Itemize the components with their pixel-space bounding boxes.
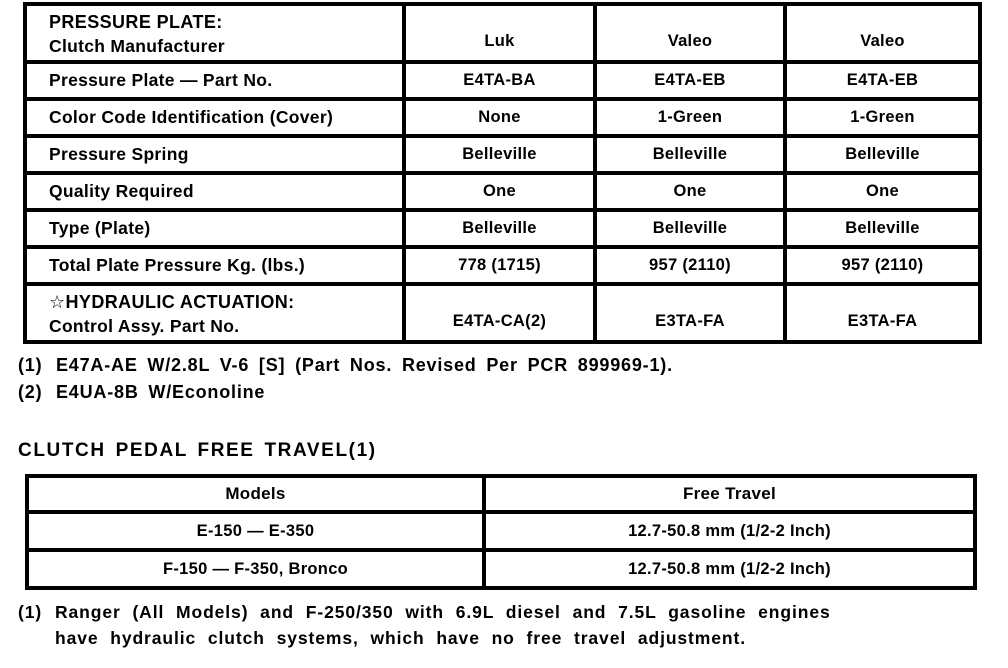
footnote [18,599,1003,625]
footnote-text: E4UA-8B W/Econoline [56,382,266,402]
spec-value-cell: One [595,173,785,210]
spec-label-cell: Color Code Identification (Cover) [25,99,404,136]
spec-label-cell: Type (Plate) [25,210,404,247]
column-header-models: Models [27,476,484,512]
spec-value-cell: None [404,99,595,136]
clutch-spec-table [23,2,982,344]
table-row [25,173,980,210]
spec-label-cell: Pressure Spring [25,136,404,173]
section-heading: CLUTCH PEDAL FREE TRAVEL(1) [18,440,377,461]
travel-cell: 12.7-50.8 mm (1/2-2 Inch) [484,550,975,588]
spec-value-cell: 957 (2110) [785,247,980,284]
free-travel-footnote [18,599,1003,651]
spec-value-cell: One [785,173,980,210]
footnote-text: have hydraulic clutch systems, which have no free travel adjustment. [55,628,746,648]
clutch-spec-table-wrap [23,2,978,344]
footnote-marker: (1) [18,355,43,375]
spec-value-cell: Luk [404,4,595,62]
spec-label-cell: Total Plate Pressure Kg. (lbs.) [25,247,404,284]
spec-value-cell: E4TA-BA [404,62,595,99]
free-travel-table-wrap [25,474,973,590]
spec-value-cell: E4TA-EB [785,62,980,99]
model-cell: F-150 — F-350, Bronco [27,550,484,588]
spec-value-cell: 778 (1715) [404,247,595,284]
spec-value-cell: 957 (2110) [595,247,785,284]
spec-label-cell [25,4,404,62]
spec-value-cell: 1-Green [785,99,980,136]
spec-label-cell: Quality Required [25,173,404,210]
travel-cell: 12.7-50.8 mm (1/2-2 Inch) [484,512,975,550]
footnote-marker: (1) [18,602,43,622]
section-label: ☆HYDRAULIC ACTUATION: [49,291,295,312]
footnote-marker: (2) [18,382,43,402]
table-row [27,550,975,588]
free-travel-table [25,474,977,590]
spec-label-cell: Pressure Plate — Part No. [25,62,404,99]
section-label: PRESSURE PLATE: [49,11,223,32]
footnote [18,352,978,379]
table-header-row [27,476,975,512]
spec-value-cell: E4TA-CA(2) [404,284,595,342]
table-row [25,210,980,247]
spec-value-cell: Belleville [595,136,785,173]
spec-value-cell: Belleville [785,210,980,247]
footnote-text: E47A-AE W/2.8L V-6 [S] (Part Nos. Revised Per PCR 899969-1). [56,355,673,375]
spec-value-cell: E3TA-FA [595,284,785,342]
spec-footnotes [18,352,978,406]
spec-value-cell: E4TA-EB [595,62,785,99]
table-row [25,284,980,342]
table-row [25,4,980,62]
footnote-continued [18,625,1003,651]
spec-value-cell: Belleville [404,210,595,247]
footnote-text: Ranger (All Models) and F-250/350 with 6.9L diesel and 7.5L gasoline engines [55,602,831,622]
spec-label: Control Assy. Part No. [49,315,240,336]
spec-value-cell: One [404,173,595,210]
spec-label-cell [25,284,404,342]
column-header-free-travel: Free Travel [484,476,975,512]
spec-value-cell: 1-Green [595,99,785,136]
table-row [25,136,980,173]
model-cell: E-150 — E-350 [27,512,484,550]
spec-value-cell: Belleville [595,210,785,247]
spec-value-cell: Valeo [785,4,980,62]
table-row [27,512,975,550]
spec-label: Clutch Manufacturer [49,35,225,56]
spec-value-cell: Valeo [595,4,785,62]
table-row [25,62,980,99]
table-row [25,99,980,136]
spec-value-cell: Belleville [785,136,980,173]
spec-value-cell: Belleville [404,136,595,173]
spec-value-cell: E3TA-FA [785,284,980,342]
footnote [18,379,978,406]
table-row [25,247,980,284]
